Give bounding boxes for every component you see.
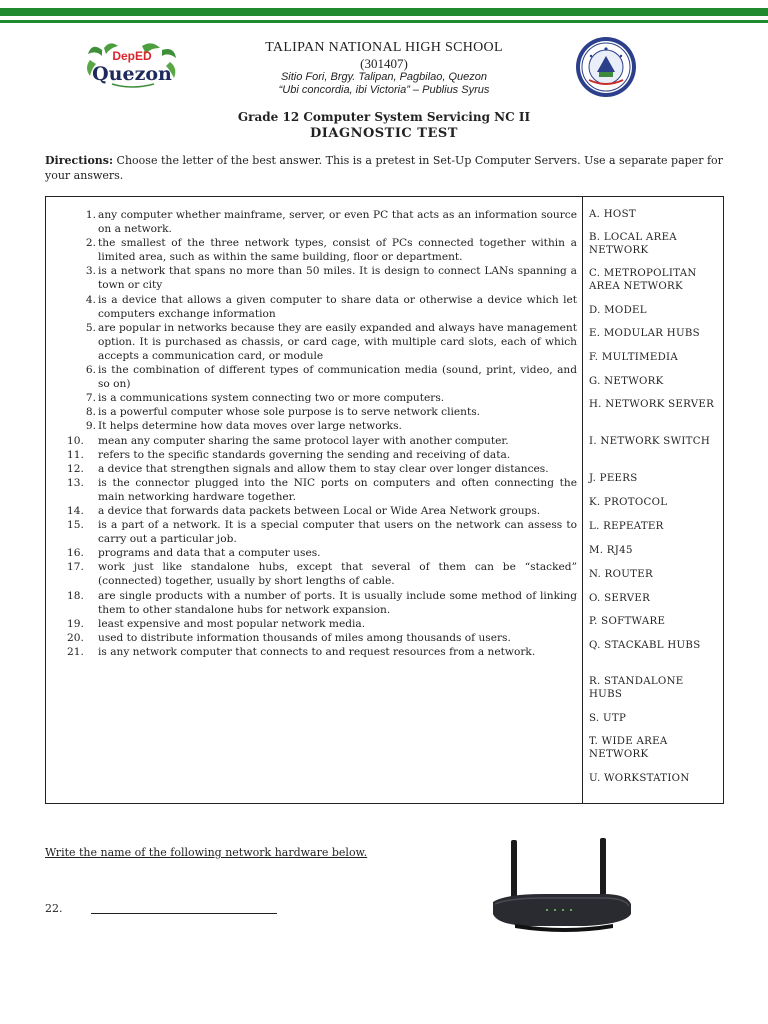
question-item [46,504,577,518]
question-text: is the connector plugged into the NIC ports on computers and often connecting the main networking hardware together. [98,476,577,503]
header-green-bar [0,8,768,16]
choice-item: D. MODEL [589,305,647,316]
question-number: 21. [67,645,84,658]
question-text: is a network that spans no more than 50 miles. It is design to connect LANs spanning a town or city [98,265,577,292]
choice-item: M. RJ45 [589,545,633,556]
question-number: 17. [67,561,84,574]
header-green-line [0,20,768,23]
question-list [46,208,577,659]
question-item [46,264,577,292]
question-item [46,617,577,631]
question-number: 20. [67,631,84,644]
choice-item: J. PEERS [589,473,638,484]
choice-item: P. SOFTWARE [589,616,666,627]
choice-item: G. NETWORK [589,376,664,387]
question-item [46,434,577,448]
question-number: 12. [67,462,84,475]
part2-instruction: Write the name of the following network hardware below. [45,846,368,859]
question-table [45,196,724,804]
choice-item: N. ROUTER [589,569,653,580]
choice-item: E. MODULAR HUBS [589,328,700,339]
question-item [46,391,577,405]
question-item [46,448,577,462]
choice-item: S. UTP [589,713,627,724]
question-item [46,293,577,321]
question-number: 16. [67,547,84,560]
question-text: work just like standalone hubs, except that several of them can be “stacked” (connected) together, usually by short lengths of cable. [98,561,577,588]
question-number: 10. [67,434,84,447]
question-text: least expensive and most popular network media. [98,617,366,630]
question-number: 2. [85,237,96,250]
choice-item: I. NETWORK SWITCH [589,436,711,447]
choice-item: R. STANDALONE HUBS [589,676,684,700]
choice-item: A. HOST [589,209,636,220]
question-text: mean any computer sharing the same protocol layer with another computer. [98,434,509,447]
question-text: is a powerful computer whose sole purpose is to serve network clients. [98,406,481,419]
question-text: is a device that allows a given computer to share data or otherwise a device which let computers exchange information [98,293,577,320]
choice-item: Q. STACKABL HUBS [589,640,701,651]
answer-blank-line[interactable] [91,913,277,914]
question-number: 9. [85,420,96,433]
question-text: the smallest of the three network types, consist of PCs connected together within a limited area, such as within the same building, floor or department. [98,237,577,264]
choice-item: B. LOCAL AREA NETWORK [589,232,677,256]
router-image [485,838,640,938]
school-code: (301407) [360,56,408,71]
question-item [46,363,577,391]
question-text: a device that strengthen signals and allow them to stay clear over longer distances. [98,462,549,475]
question-number: 5. [85,321,96,334]
grade-subject: Grade 12 Computer System Servicing NC II [237,110,531,124]
choice-item: C. METROPOLITAN AREA NETWORK [589,268,697,292]
question-item [46,518,577,546]
question-text: is the combination of different types of communication media (sound, print, video, and so on) [98,364,577,391]
question-text: It helps determine how data moves over large networks. [98,420,402,433]
question-number: 7. [85,392,96,405]
test-title: DIAGNOSTIC TEST [310,126,458,141]
question-number: 15. [67,519,84,532]
school-motto: “Ubi concordia, ibi Victoria” – Publius Syrus [278,84,490,96]
question-number: 19. [67,617,84,630]
choice-item: L. REPEATER [589,521,664,532]
question-number: 1. [85,209,96,221]
question-number: 13. [67,476,84,489]
choice-item: H. NETWORK SERVER [589,399,715,410]
directions-label: Directions: [45,154,114,167]
question-text: are single products with a number of ports. It is usually include some method of linking them to other standalone hubs for network expansion. [98,589,577,616]
choice-item: O. SERVER [589,593,651,604]
directions [45,153,725,183]
question-item [46,631,577,645]
question-text: is any network computer that connects to and request resources from a network. [98,645,536,658]
question-number: 4. [85,293,96,306]
question-number: 8. [85,406,96,419]
choice-item: U. WORKSTATION [589,773,690,784]
question-text: a device that forwards data packets between Local or Wide Area Network groups. [98,504,541,517]
question-text: are popular in networks because they are easily expanded and always have management option. It is purchased as chassis, or card cage, with multiple card slots, each of which accepts a communication card, or module [98,321,577,362]
question-text: programs and data that a computer uses. [98,547,321,560]
choice-item: F. MULTIMEDIA [589,352,679,363]
question-text: used to distribute information thousands of miles among thousands of users. [98,631,511,644]
question-item [46,645,577,659]
question-number: 6. [85,364,96,377]
question-number: 14. [67,504,84,517]
question-number: 3. [85,265,96,278]
question-text: is a communications system connecting two or more computers. [98,392,445,405]
question-number: 18. [67,589,84,602]
choice-item: T. WIDE AREA NETWORK [589,736,668,760]
question-item [46,546,577,560]
question-item [46,208,577,236]
question-item [46,589,577,617]
question-item [46,419,577,433]
question-item [46,405,577,419]
quezon-text: Quezon [92,63,172,85]
question-22-number: 22. [45,902,63,915]
question-item [46,236,577,264]
school-name: TALIPAN NATIONAL HIGH SCHOOL [265,40,503,55]
question-text: any computer whether mainframe, server, or even PC that acts as an information source on a network. [98,209,577,236]
table-divider [582,197,583,803]
question-item [46,462,577,476]
question-text: refers to the specific standards governing the sending and receiving of data. [98,448,511,461]
question-item [46,560,577,588]
deped-text: DepED [112,49,152,63]
question-number: 11. [67,448,84,461]
school-address: Sitio Fori, Brgy. Talipan, Pagbilao, Quezon [280,71,488,83]
choice-item: K. PROTOCOL [589,497,668,508]
question-text: is a part of a network. It is a special computer that users on the network can assess to carry out a particular job. [98,519,577,546]
question-item [46,476,577,504]
question-item [46,321,577,363]
directions-text: Choose the letter of the best answer. This is a pretest in Set-Up Computer Servers. Use a separate paper for your answers. [45,154,723,182]
